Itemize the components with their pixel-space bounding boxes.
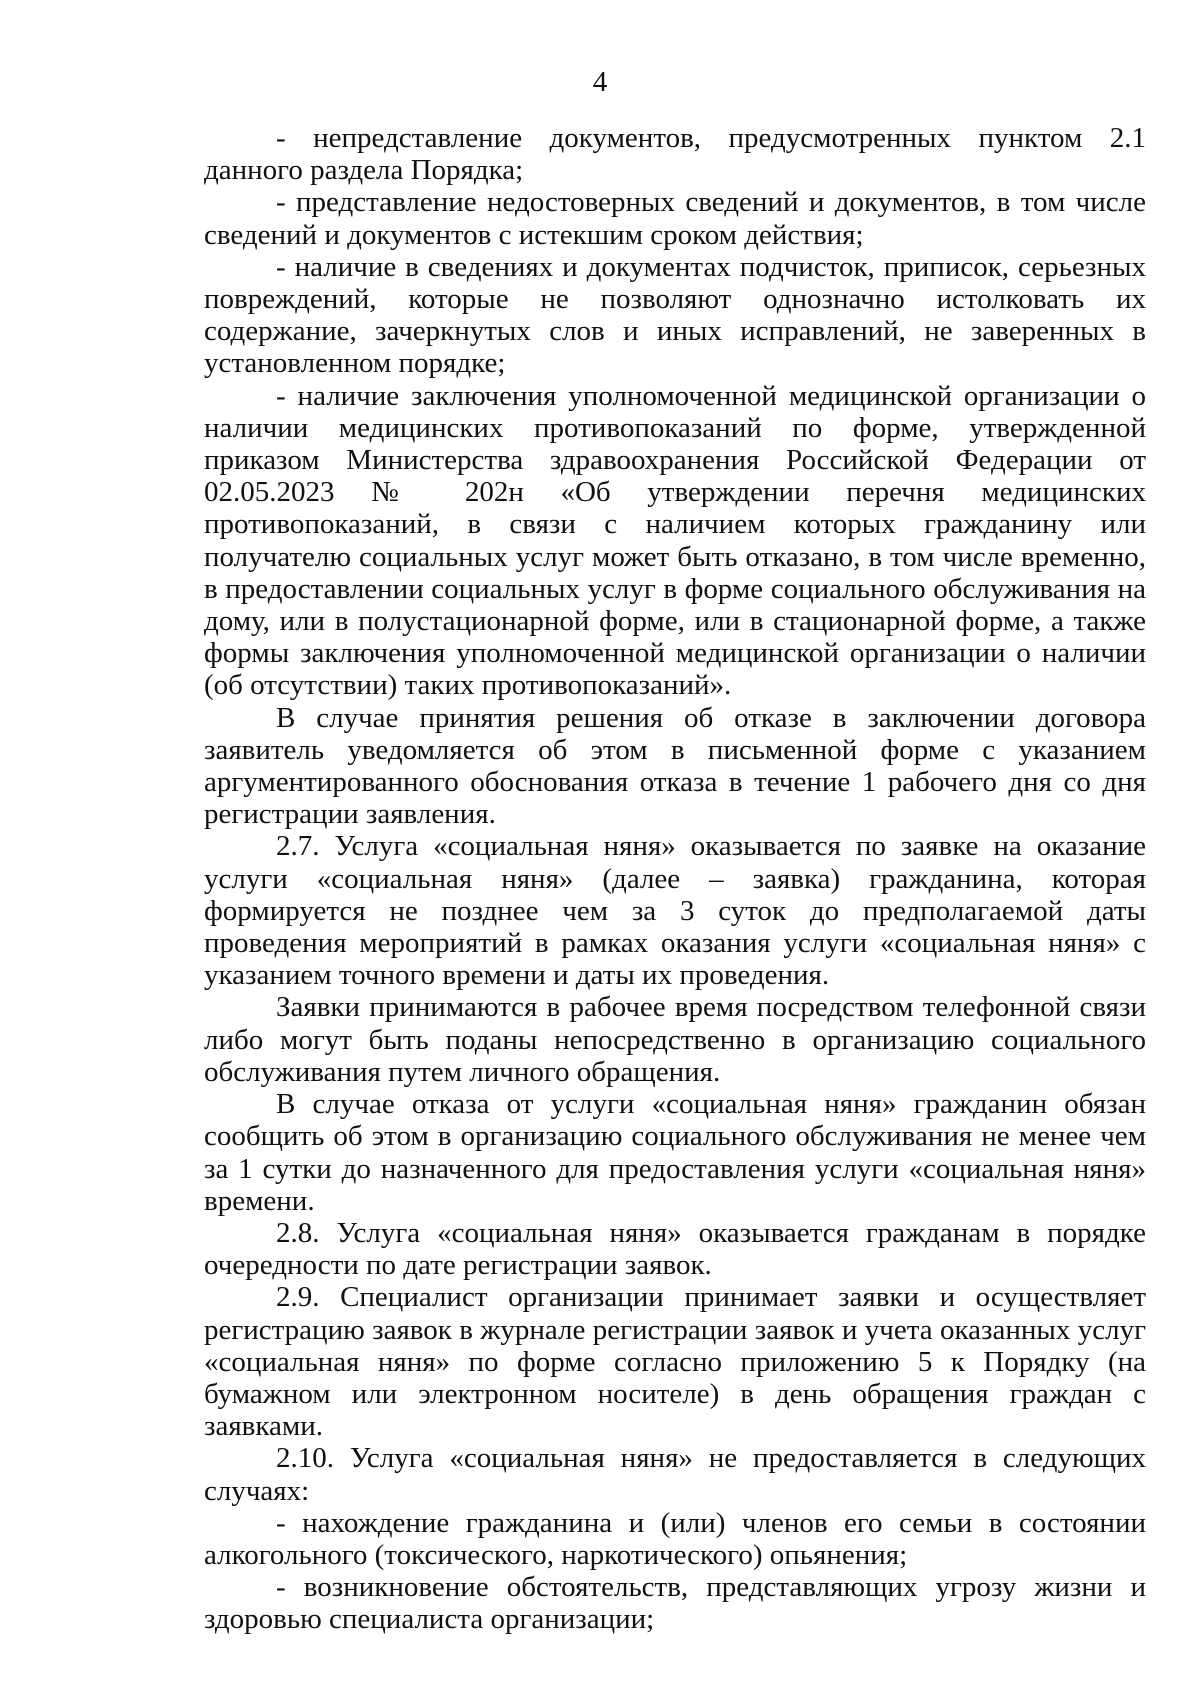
paragraph-item: - представление недостоверных сведений и документов, в том числе сведений и документов с истекшим сроком действия; <box>204 186 1146 251</box>
paragraph-item: Заявки принимаются в рабочее время посредством телефонной связи либо могут быть поданы непосредственно в организацию социального обслуживания путем личного обращения. <box>204 991 1146 1088</box>
paragraph-item: В случае отказа от услуги «социальная няня» гражданин обязан сообщить об этом в организацию социального обслуживания не менее чем за 1 сутки до назначенного для предоставления услуги «социальная няня» времени. <box>204 1088 1146 1217</box>
paragraph-item: - нахождение гражданина и (или) членов его семьи в состоянии алкогольного (токсического, наркотического) опьянения; <box>204 1506 1146 1571</box>
paragraph-item: - возникновение обстоятельств, представляющих угрозу жизни и здоровью специалиста организации; <box>204 1571 1146 1636</box>
paragraph-item: 2.10. Услуга «социальная няня» не предоставляется в следующих случаях: <box>204 1442 1146 1507</box>
paragraph-item: - непредставление документов, предусмотренных пунктом 2.1 данного раздела Порядка; <box>204 122 1146 187</box>
paragraph-item: 2.8. Услуга «социальная няня» оказывается гражданам в порядке очередности по дате регистрации заявок. <box>204 1216 1146 1282</box>
paragraph-item: - наличие заключения уполномоченной медицинской организации о наличии медицинских противопоказаний по форме, утвержденной приказом Министерства здравоохранения Российской Федерации от 02.05.2023 № 202н «Об утверждении перечня медицинских противопоказаний, в связи с наличием которых гражданину или получателю социальных услуг может быть отказано, в том числе временно, в предоставлении социальных услуг в форме социального обслуживания на дому, или в полустационарной форме, или в стационарной форме, а также формы заключения уполномоченной медицинской организации о наличии (об отсутствии) таких противопоказаний». <box>204 379 1146 702</box>
document-body <box>204 122 1146 1636</box>
paragraph-item: 2.9. Специалист организации принимает заявки и осуществляет регистрацию заявок в журнале регистрации заявок и учета оказанных услуг «социальная няня» по форме согласно приложению 5 к Порядку (на бумажном или электронном носителе) в день обращения граждан с заявками. <box>204 1281 1146 1443</box>
paragraph-item: 2.7. Услуга «социальная няня» оказывается по заявке на оказание услуги «социальная няня» (далее – заявка) гражданина, которая формируется не позднее чем за 3 суток до предполагаемой даты проведения мероприятий в рамках оказания услуги «социальная няня» с указанием точного времени и даты их проведения. <box>204 830 1146 992</box>
page-number: 4 <box>592 66 608 98</box>
paragraph-item: В случае принятия решения об отказе в заключении договора заявитель уведомляется об этом в письменной форме с указанием аргументированного обоснования отказа в течение 1 рабочего дня со дня регистрации заявления. <box>204 701 1146 831</box>
paragraph-item: - наличие в сведениях и документах подчисток, приписок, серьезных повреждений, которые не позволяют однозначно истолковать их содержание, зачеркнутых слов и иных исправлений, не заверенных в установленном порядке; <box>204 250 1146 380</box>
